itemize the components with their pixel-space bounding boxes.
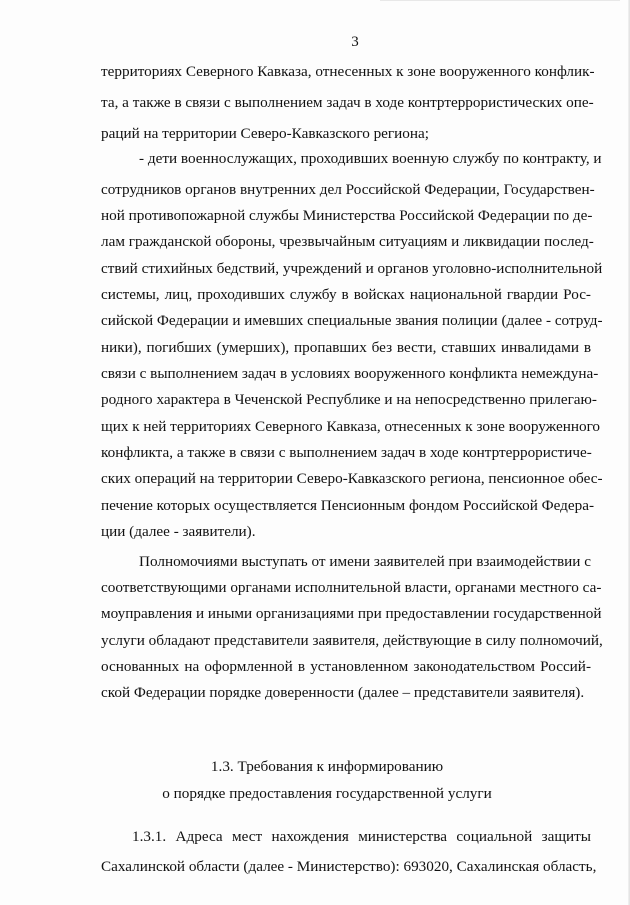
- section-heading-line-1: 1.3. Требования к информированию: [210, 758, 444, 775]
- text-line: раций на территории Северо-Кавказского региона;: [101, 125, 429, 142]
- scan-artifact-top: [380, 0, 620, 1]
- text-line: услуги обладают представители заявителя, действующие в силу полномочий,: [101, 632, 603, 649]
- text-line: ной противопожарной службы Министерства Российской Федерации по де-: [101, 207, 593, 224]
- text-line: ской Федерации порядке доверенности (далее – представители заявителя).: [101, 684, 585, 701]
- text-line: - дети военнослужащих, проходивших военную службу по контракту, и: [139, 150, 602, 167]
- text-line: соответствующими органами исполнительной власти, органами местного са-: [101, 579, 602, 596]
- text-line: сотрудников органов внутренних дел Российской Федерации, Государствен-: [101, 181, 595, 198]
- text-line: системы, лиц, проходивших службу в войсках национальной гвардии Рос-: [101, 286, 591, 303]
- text-line: печение которых осуществляется Пенсионным фондом Российской Федера-: [101, 497, 595, 514]
- text-line: ники), погибших (умерших), пропавших без вести, ставших инвалидами в: [101, 339, 591, 356]
- text-line: 1.3.1. Адреса мест нахождения министерства социальной защиты: [132, 828, 591, 845]
- text-line: ствий стихийных бедствий, учреждений и органов уголовно-исполнительной: [101, 260, 603, 277]
- text-line: щих к ней территориях Северного Кавказа, отнесенных к зоне вооруженного: [101, 418, 601, 435]
- text-line: родного характера в Чеченской Республике и на непосредственно прилегаю-: [101, 391, 597, 408]
- text-line: та, а также в связи с выполнением задач в ходе контртеррористических опе-: [101, 94, 594, 111]
- text-line: ции (далее - заявители).: [101, 523, 256, 540]
- text-line: моуправления и иными организациями при предоставлении государственной: [101, 605, 602, 622]
- text-line: основанных на оформленной в установленном законодательством Россий-: [101, 658, 591, 675]
- text-line: Полномочиями выступать от имени заявителей при взаимодействии с: [139, 553, 591, 570]
- text-line: связи с выполнением задач в условиях вооруженного конфликта немеждуна-: [101, 365, 599, 382]
- page-number: 3: [351, 34, 359, 50]
- text-line: Сахалинской области (далее - Министерство): 693020, Сахалинская область,: [101, 858, 597, 875]
- text-line: территориях Северного Кавказа, отнесенных к зоне вооруженного конфлик-: [101, 63, 595, 80]
- text-line: сийской Федерации и имевших специальные звания полиции (далее - сотруд-: [101, 312, 603, 329]
- text-line: лам гражданской обороны, чрезвычайным ситуациям и ликвидации послед-: [101, 233, 594, 250]
- text-line: конфликта, а также в связи с выполнением задач в ходе контртеррористиче-: [101, 444, 592, 461]
- section-heading-line-2: о порядке предоставления государственной услуги: [162, 785, 492, 802]
- text-line: ских операций на территории Северо-Кавказского региона, пенсионное обес-: [101, 470, 603, 487]
